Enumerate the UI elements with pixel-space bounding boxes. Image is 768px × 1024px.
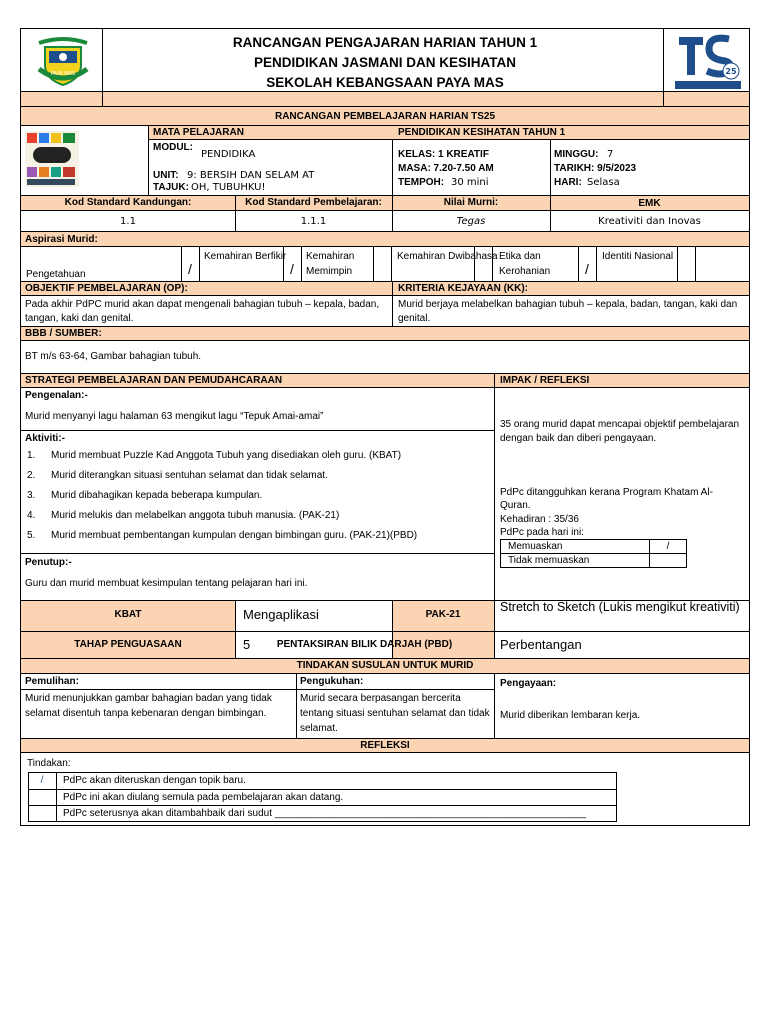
refleksi-option-text: PdPc ini akan diulang semula pada pembelajaran akan datang. [63, 792, 344, 803]
aspirasi-item-label: Kemahiran Berfikir [204, 251, 287, 262]
memuaskan-checkbox[interactable]: / [666, 541, 670, 552]
pengukuhan-text: Murid secara berpasangan bercerita tentang situasi sentuhan selamat dan tidak selamat. [300, 693, 490, 734]
tarikh-text: TARIKH: 9/5/2023 [554, 163, 637, 174]
pemulihan-label: Pemulihan: [25, 676, 79, 687]
aspirasi-item-label: Identiti Nasional [602, 251, 674, 262]
op-label: OBJEKTIF PEMBELAJARAN (OP): [25, 283, 188, 294]
pbd-value: Perbentangan [500, 637, 582, 652]
pdpc-hari-ini-text: PdPc pada hari ini: [500, 527, 584, 538]
refleksi-option-checkbox[interactable]: / [40, 775, 44, 786]
modul-value: PENDIDIKA [201, 149, 256, 160]
kbat-value: Mengaplikasi [243, 607, 319, 622]
tajuk-value: OH, TUBUHKU! [191, 182, 266, 193]
kbat-label: KBAT [114, 609, 142, 620]
kod-pembelajaran-label: Kod Standard Pembelajaran: [245, 197, 382, 208]
unit-value: 9: BERSIH DAN SELAM AT [187, 170, 315, 181]
pak-label: PAK-21 [425, 609, 461, 620]
header-title-3: SEKOLAH KEBANGSAAN PAYA MAS [266, 75, 504, 90]
kehadiran-text: Kehadiran : 35/36 [500, 514, 579, 525]
pak-value: Stretch to Sketch (Lukis mengikut kreativiti) [500, 600, 740, 614]
op-text: Pada akhir PdPC murid akan dapat mengenali bahagian tubuh – kepala, badan, tangan, kaki dan genital. [25, 299, 380, 324]
tidak-memuaskan-label: Tidak memuaskan [508, 555, 590, 566]
pemulihan-text: Murid menunjukkan gambar bahagian badan yang tidak selamat disentuh tanpa kebenaran dengan bimbingan. [25, 693, 272, 719]
kelas-text: KELAS: 1 KREATIF [398, 149, 489, 160]
pengayaan-text: Murid diberikan lembaran kerja. [500, 710, 641, 721]
aspirasi-item-label: Etika dan Kerohanian [499, 251, 551, 277]
tindakan-susulan-label: TINDAKAN SUSULAN UNTUK MURID [296, 660, 474, 671]
aspirasi-item-label: Kemahiran Memimpin [306, 251, 355, 277]
pengenalan-text: Murid menyanyi lagu halaman 63 mengikut lagu “Tepuk Amai-amai” [25, 411, 324, 422]
header-title-1: RANCANGAN PENGAJARAN HARIAN TAHUN 1 [232, 35, 538, 50]
kk-label: KRITERIA KEJAYAAN (KK): [398, 283, 529, 294]
aspirasi-item-checkbox[interactable]: / [585, 261, 589, 277]
kod-kandungan-value: 1.1 [120, 216, 136, 227]
aspirasi-item-checkbox[interactable]: / [290, 261, 294, 277]
emk-value: Kreativiti dan Inovas [598, 216, 701, 227]
aktiviti-item: Murid membuat Puzzle Kad Anggota Tubuh yang disediakan oleh guru. (KBAT) [51, 450, 402, 461]
kod-kandungan-label: Kod Standard Kandungan: [64, 197, 192, 208]
tangguh-text: PdPc ditangguhkan kerana Program Khatam Al-Quran. [500, 487, 713, 511]
kk-text: Murid berjaya melabelkan bahagian tubuh – kepala, badan, tangan, kaki dan genital. [398, 299, 738, 324]
minggu-label: MINGGU: [554, 149, 599, 160]
aktiviti-item: Murid dibahagikan kepada beberapa kumpulan. [51, 490, 263, 501]
aktiviti-item: Murid melukis dan melabelkan anggota tubuh manusia. (PAK-21) [51, 510, 340, 521]
aktiviti-item-number: 2. [27, 470, 36, 481]
refleksi-option-text: PdPc akan diteruskan dengan topik baru. [63, 775, 246, 786]
mata-pelajaran-value: PENDIDIKAN KESIHATAN TAHUN 1 [398, 127, 566, 138]
penutup-text: Guru dan murid membuat kesimpulan tentang pelajaran hari ini. [25, 578, 308, 589]
tempoh-value: 30 mini [451, 177, 489, 188]
unit-label: UNIT: [153, 170, 179, 181]
aspirasi-item-checkbox[interactable]: / [188, 261, 192, 277]
refleksi-option-text: PdPc seterusnya akan ditambahbaik dari sudut ________________________________________________________ [63, 808, 587, 819]
aktiviti-item-number: 4. [27, 510, 36, 521]
modul-label: MODUL: [153, 142, 193, 153]
aktiviti-item-number: 1. [27, 450, 36, 461]
section-title: RANCANGAN PEMBELAJARAN HARIAN TS25 [274, 111, 495, 122]
pengayaan-label: Pengayaan: [500, 678, 557, 689]
kod-pembelajaran-value: 1.1.1 [300, 216, 327, 227]
refleksi-label: REFLEKSI [360, 740, 410, 751]
impak-label: IMPAK / REFLEKSI [500, 375, 590, 386]
nilai-murni-label: Nilai Murni: [443, 197, 499, 208]
pbd-label: PENTAKSIRAN BILIK DARJAH (PBD) [276, 639, 453, 650]
tahap-penguasaan-label: TAHAP PENGUASAAN [74, 639, 182, 650]
header-spacer-strip [21, 92, 749, 106]
ts25-logo-number: 25 [725, 67, 737, 76]
pengukuhan-label: Pengukuhan: [300, 676, 364, 687]
penutup-label: Penutup:- [25, 557, 72, 568]
aspirasi-label: Aspirasi Murid: [25, 234, 98, 245]
hari-label: HARI: [554, 177, 582, 188]
aktiviti-item-number: 3. [27, 490, 36, 501]
svg-text:PAYA MAS: PAYA MAS [50, 71, 76, 77]
subject-collage-image [25, 131, 79, 187]
memuaskan-label: Memuaskan [508, 541, 563, 552]
aktiviti-item: Murid diterangkan situasi sentuhan selamat dan tidak selamat. [51, 470, 328, 481]
emk-label: EMK [638, 198, 661, 209]
lesson-plan-page [20, 28, 750, 826]
masa-text: MASA: 7.20-7.50 AM [398, 163, 494, 174]
pengenalan-label: Pengenalan:- [25, 390, 88, 401]
hari-value: Selasa [587, 177, 620, 188]
mata-pelajaran-label: MATA PELAJARAN [153, 127, 244, 138]
aktiviti-item: Murid membuat pembentangan kumpulan dengan bimbingan guru. (PAK-21)(PBD) [51, 530, 418, 541]
header-title-2: PENDIDIKAN JASMANI DAN KESIHATAN [253, 55, 516, 70]
tempoh-label: TEMPOH: [398, 177, 445, 188]
nilai-murni-value: Tegas [456, 216, 486, 227]
aspirasi-item-label: Kemahiran Dwibahasa [397, 251, 498, 262]
aktiviti-item-number: 5. [27, 530, 36, 541]
tahap-penguasaan-value: 5 [243, 637, 251, 652]
tindakan-label: Tindakan: [27, 758, 71, 769]
strategi-label: STRATEGI PEMBELAJARAN DAN PEMUDAHCARAAN [25, 375, 283, 386]
aspirasi-item-label: Pengetahuan [26, 269, 86, 280]
impak-text: 35 orang murid dapat mencapai objektif pembelajaran dengan baik dan diberi pengayaan. [500, 419, 740, 444]
aktiviti-label: Aktiviti:- [25, 433, 65, 444]
bbb-label: BBB / SUMBER: [25, 328, 102, 339]
bbb-text: BT m/s 63-64, Gambar bahagian tubuh. [25, 351, 202, 362]
ts25-logo [673, 31, 743, 91]
minggu-value: 7 [607, 149, 614, 160]
tajuk-label: TAJUK: [153, 182, 189, 193]
